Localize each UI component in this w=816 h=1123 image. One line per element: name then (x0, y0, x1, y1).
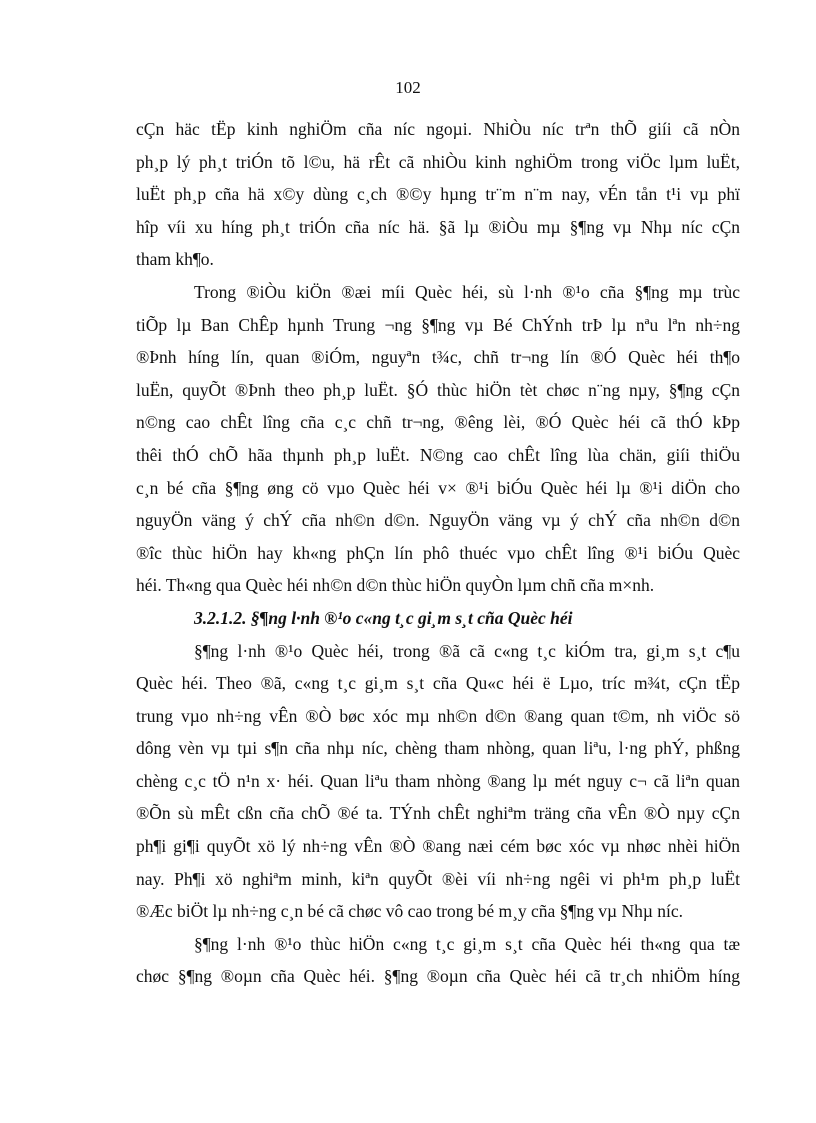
text-line: dông vèn vµ tµi s¶n cña nhµ níc, chèng tham nhòng, quan liªu, l·ng phÝ, phßng (136, 738, 740, 759)
text-line: ®Æc biÖt lµ nh÷ng c¸n bé cã chøc vô cao trong bé m¸y cña §¶ng vµ Nhµ níc. (136, 901, 684, 922)
text-line: luËt ph¸p cña hä x©y dùng c¸ch ®©y hµng tr¨m n¨m nay, vÉn tån t¹i vµ phï (136, 184, 740, 205)
text-line: héi. Th«ng qua Quèc héi nh©n d©n thùc hiÖn quyÒn lµm chñ cña m×nh. (136, 575, 655, 596)
text-line: tiÕp lµ Ban ChÊp hµnh Trung ¬ng §¶ng vµ Bé ChÝnh trÞ lµ nªu lªn nh÷ng (136, 314, 740, 335)
text-line: §¶ng l·nh ®¹o Quèc héi, trong ®ã cã c«ng t¸c kiÓm tra, gi¸m s¸t c¶u (194, 640, 740, 661)
text-line: ph¸p lý ph¸t triÓn tõ l©u, hä rÊt cã nhiÒu kinh nghiÖm trong viÖc lµm luËt, (136, 151, 740, 172)
text-line: §¶ng l·nh ®¹o thùc hiÖn c«ng t¸c gi¸m s¸t cña Quèc héi th«ng qua tæ (194, 933, 740, 954)
text-line: Quèc héi. Theo ®ã, c«ng t¸c gi¸m s¸t cña Qu«c héi ë Lµo, tríc m¾t, cÇn tËp (136, 673, 740, 694)
text-line: luËn, quyÕt ®Þnh theo ph¸p luËt. §Ó thùc hiÖn tèt chøc n¨ng nµy, §¶ng cÇn (136, 379, 740, 400)
text-line: chèng c¸c tÖ n¹n x· héi. Quan liªu tham nhòng ®ang lµ mét nguy c¬ cã liªn quan (136, 770, 740, 791)
text-line: thêi thÓ chÕ hãa thµnh ph¸p luËt. N©ng cao chÊt lîng lùa chän, giíi thiÖu (136, 444, 740, 465)
text-line: ®Þnh híng lín, quan ®iÓm, nguyªn t¾c, chñ tr¬ng lín ®Ó Quèc héi th¶o (136, 347, 740, 368)
text-line: nguyÖn väng ý chÝ cña nh©n d©n. NguyÖn väng vµ ý chÝ cña nh©n d©n (136, 510, 740, 531)
text-line: chøc §¶ng ®oµn cña Quèc héi. §¶ng ®oµn cña Quèc héi cã tr¸ch nhiÖm híng (136, 966, 740, 987)
text-line: nay. Ph¶i xö nghiªm minh, kiªn quyÕt ®èi víi nh÷ng ngêi vi ph¹m ph¸p luËt (136, 868, 740, 889)
text-line: n©ng cao chÊt lîng cña c¸c chñ tr¬ng, ®êng lèi, ®Ó Quèc héi cã thÓ kÞp (136, 412, 740, 433)
text-line: ®îc thùc hiÖn hay kh«ng phÇn lín phô thuéc vµo chÊt lîng ®¹i biÓu Quèc (136, 542, 740, 563)
page-number: 102 (395, 78, 421, 97)
text-line: Trong ®iÒu kiÖn ®æi míi Quèc héi, sù l·nh ®¹o cña §¶ng mµ trùc (194, 281, 740, 302)
text-line: hîp víi xu híng ph¸t triÓn cña níc hä. §ã lµ ®iÒu mµ §¶ng vµ Nhµ níc cÇn (136, 216, 740, 237)
text-line: ®Õn sù mÊt cßn cña chÕ ®é ta. TÝnh chÊt nghiªm träng cña vÊn ®Ò nµy cÇn (136, 803, 740, 824)
section-heading: 3.2.1.2. §¶ng l·nh ®¹o c«ng t¸c gi¸m s¸t cña Quèc héi (194, 607, 573, 628)
text-line: c¸n bé cña §¶ng øng cö vµo Quèc héi v× ®¹i biÓu Quèc héi lµ ®¹i diÖn cho (136, 477, 740, 498)
text-line: tham kh¶o. (136, 249, 214, 270)
text-line: trung vµo nh÷ng vÊn ®Ò bøc xóc mµ nh©n d©n ®ang quan t©m, nh viÖc sö (136, 705, 740, 726)
text-line: cÇn häc tËp kinh nghiÖm cña níc ngoµi. NhiÒu níc trªn thÕ giíi cã nÒn (136, 119, 740, 139)
body-text (136, 113, 740, 993)
text-line: ph¶i gi¶i quyÕt xö lý nh÷ng vÊn ®Ò ®ang næi cém bøc xóc vµ nhøc nhèi hiÖn (136, 836, 740, 857)
